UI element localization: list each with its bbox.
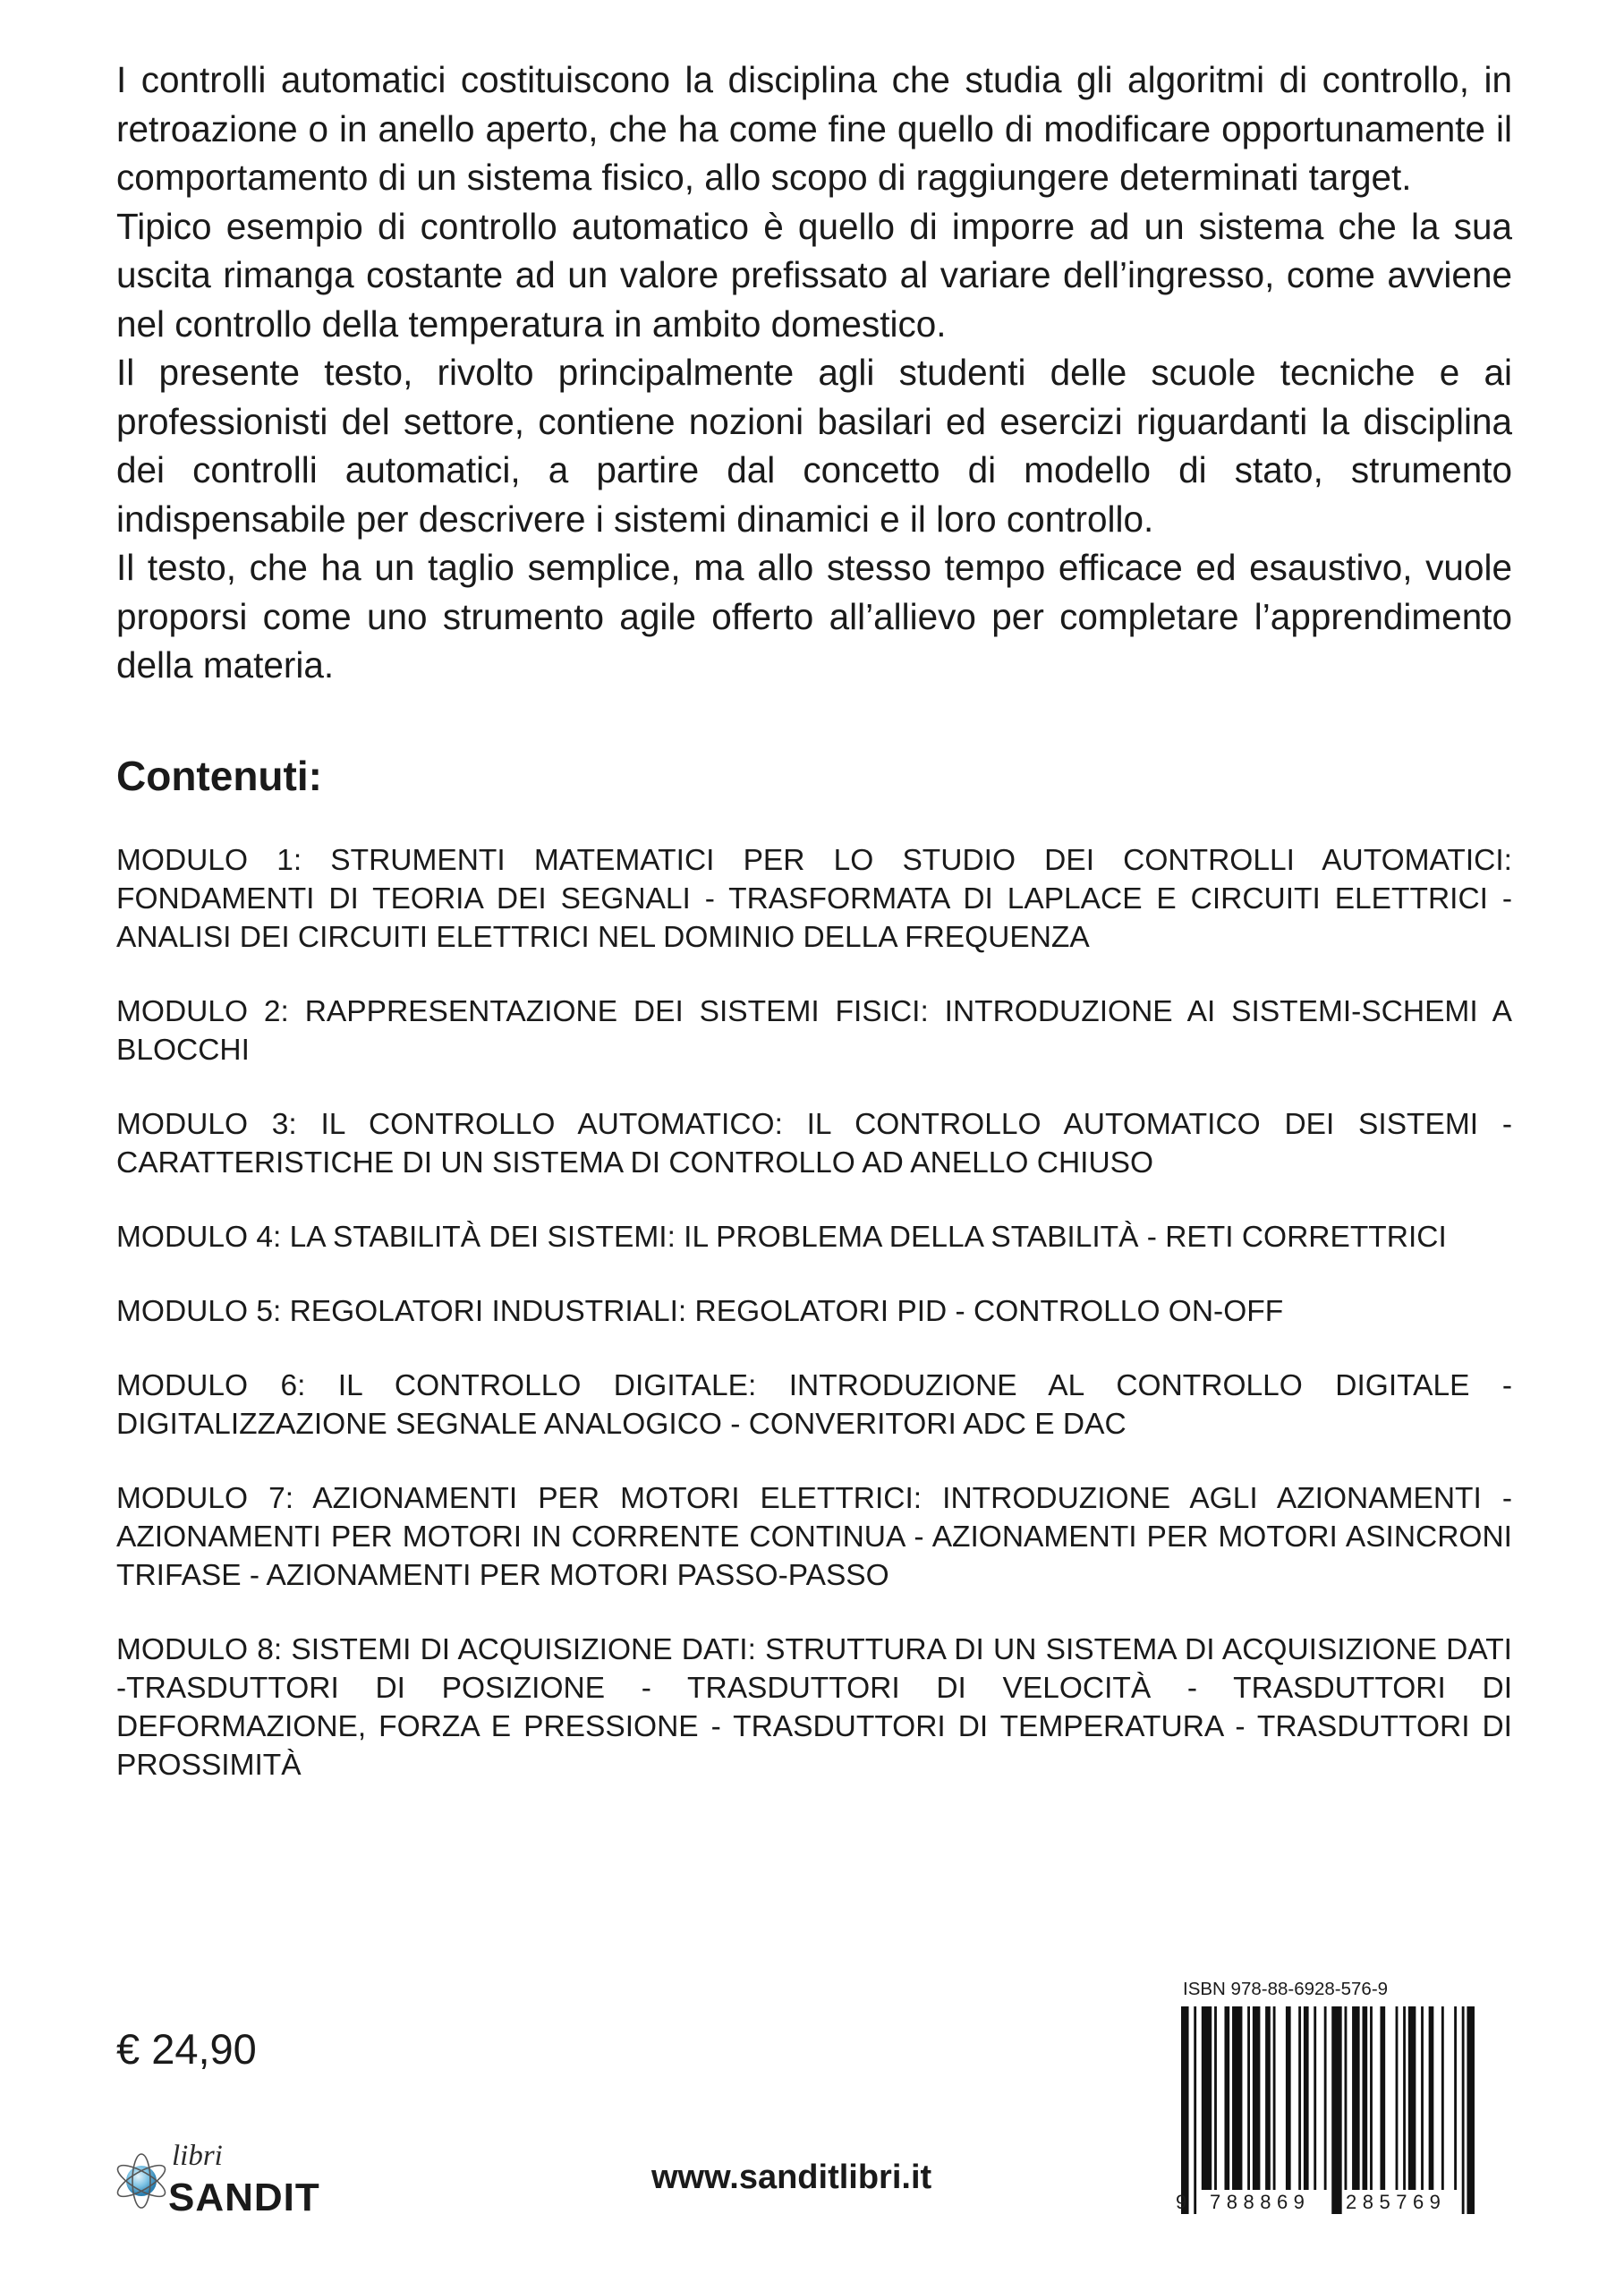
barcode-bar [1232, 2006, 1242, 2190]
barcode-bar [1408, 2006, 1416, 2190]
barcode-bar [1273, 2006, 1276, 2190]
logo-big-text: SANDIT [168, 2176, 320, 2219]
module-item: MODULO 5: REGOLATORI INDUSTRIALI: REGOLATORI PID - CONTROLLO ON-OFF [116, 1295, 1284, 1328]
module-item: MODULO 3: IL CONTROLLO AUTOMATICO: IL CONTROLLO AUTOMATICO DEI SISTEMI - CARATTERISTICHE DI UN SISTEMA DI CONTROLLO AD ANELLO CHIUSO [116, 1108, 1512, 1180]
website-url: www.sanditlibri.it [651, 2159, 932, 2196]
barcode-bar [1214, 2006, 1217, 2190]
module-item: MODULO 6: IL CONTROLLO DIGITALE: INTRODUZIONE AL CONTROLLO DIGITALE - DIGITALIZZAZIONE SEGNALE ANALOGICO - CONVERITORI ADC E DAC [116, 1369, 1512, 1441]
barcode-bar [1421, 2006, 1424, 2190]
barcode [1172, 2006, 1484, 2221]
barcode-bar [1324, 2006, 1327, 2190]
barcode-bar [1441, 2006, 1444, 2190]
barcode-bar [1194, 2006, 1196, 2214]
barcode-bar [1345, 2006, 1348, 2190]
barcode-bar [1298, 2006, 1301, 2190]
barcode-bar [1286, 2006, 1291, 2190]
barcode-bar [1380, 2006, 1385, 2190]
barcode-bar [1202, 2006, 1212, 2190]
isbn-label: ISBN 978-88-6928-576-9 [1183, 1979, 1389, 1999]
barcode-bar [1331, 2006, 1341, 2214]
barcode-digits-right: 285769 [1346, 2191, 1447, 2213]
barcode-bar [1224, 2006, 1229, 2190]
intro-paragraph: Il presente testo, rivolto principalmente agli studenti delle scuole tecniche e ai professionisti del settore, contiene nozioni basilari ed esercizi riguardanti la disciplina dei controlli automatici, a partire dal concetto di modello di stato, strumento indispensabile per descrivere i sistemi dinamici e il loro controllo. [116, 352, 1512, 540]
barcode-bar [1314, 2006, 1316, 2190]
intro-paragraph: Tipico esempio di controllo automatico è quello di imporre ad un sistema che la sua uscita rimanga costante ad un valore prefissato al variare dell’ingresso, come avviene nel controllo della temperatura in ambito domestico. [116, 205, 1512, 345]
barcode-bar [1370, 2006, 1373, 2190]
barcode-bars [1172, 2006, 1484, 2221]
module-item: MODULO 2: RAPPRESENTAZIONE DEI SISTEMI FISICI: INTRODUZIONE AI SISTEMI-SCHEMI A BLOCCHI [116, 995, 1512, 1067]
barcode-bar [1352, 2006, 1360, 2190]
barcode-digit-first: 9 [1176, 2191, 1187, 2213]
barcode-bar [1304, 2006, 1309, 2190]
logo-small-text: libri [172, 2140, 223, 2172]
module-item: MODULO 7: AZIONAMENTI PER MOTORI ELETTRICI: INTRODUZIONE AGLI AZIONAMENTI - AZIONAMENTI PER MOTORI IN CORRENTE CONTINUA - AZIONAMENTI PER MOTORI ASINCRONI TRIFASE - AZIONAMENTI PER MOTORI PASSO-PASSO [116, 1482, 1512, 1592]
barcode-bar [1467, 2006, 1475, 2214]
intro-paragraph: Il testo, che ha un taglio semplice, ma allo stesso tempo efficace ed esaustivo, vuole proporsi come uno strumento agile offerto all’allievo per completare l’apprendimento della materia. [116, 547, 1512, 686]
barcode-bar [1362, 2006, 1367, 2190]
module-item: MODULO 8: SISTEMI DI ACQUISIZIONE DATI: STRUTTURA DI UN SISTEMA DI ACQUISIZIONE DATI -TRASDUTTORI DI POSIZIONE - TRASDUTTORI DI VELOCITÀ - TRASDUTTORI DI DEFORMAZIONE, FORZA E PRESSIONE - TRASDUTTORI DI TEMPERATURA - TRASDUTTORI DI PROSSIMITÀ [116, 1633, 1512, 1782]
barcode-bar [1462, 2006, 1465, 2214]
barcode-bar [1396, 2006, 1399, 2190]
barcode-bar [1253, 2006, 1261, 2190]
barcode-bar [1265, 2006, 1271, 2190]
price: € 24,90 [116, 2025, 257, 2073]
barcode-bar [1454, 2006, 1457, 2190]
intro-text [116, 55, 1512, 690]
barcode-bar [1181, 2006, 1189, 2214]
barcode-digits-left: 788869 [1210, 2191, 1311, 2213]
barcode-bar [1247, 2006, 1250, 2190]
modules-list [116, 841, 1512, 1820]
barcode-bar [1403, 2006, 1406, 2190]
barcode-bar [1429, 2006, 1434, 2190]
module-item: MODULO 1: STRUMENTI MATEMATICI PER LO STUDIO DEI CONTROLLI AUTOMATICI: FONDAMENTI DI TEORIA DEI SEGNALI - TRASFORMATA DI LAPLACE E CIRCUITI ELETTRICI - ANALISI DEI CIRCUITI ELETTRICI NEL DOMINIO DELLA FREQUENZA [116, 844, 1512, 954]
intro-paragraph: I controlli automatici costituiscono la disciplina che studia gli algoritmi di controllo, in retroazione o in anello aperto, che ha come fine quello di modificare opportunamente il comportamento di un sistema fisico, allo scopo di raggiungere determinati target. [116, 59, 1512, 198]
contents-heading: Contenuti: [116, 753, 322, 799]
module-item: MODULO 4: LA STABILITÀ DEI SISTEMI: IL PROBLEMA DELLA STABILITÀ - RETI CORRETTRICI [116, 1221, 1447, 1254]
atom-globe-icon [113, 2142, 170, 2213]
publisher-logo [113, 2134, 354, 2233]
